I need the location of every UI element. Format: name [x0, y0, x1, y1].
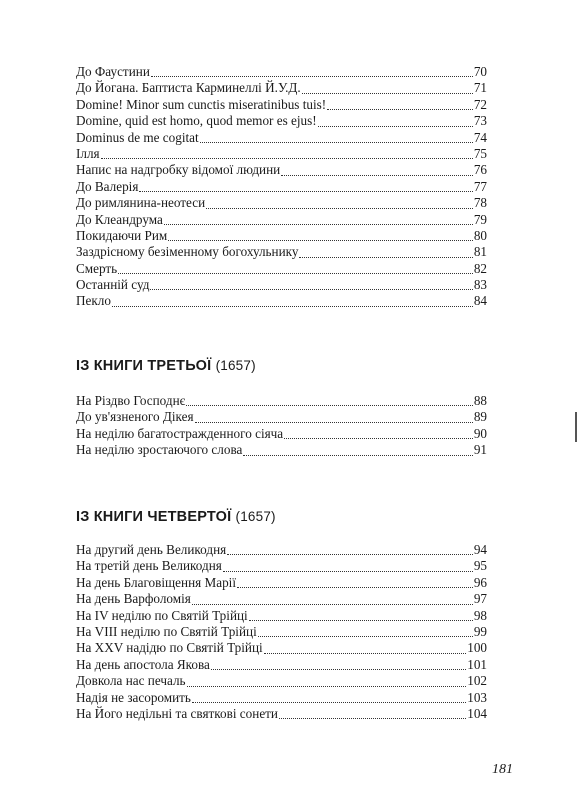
toc-entry: [76, 64, 487, 80]
toc-entry-title: На неділю багатостражденного сіяча: [76, 425, 284, 441]
dot-leader: [284, 428, 473, 439]
toc-entry-title: Ілля: [76, 145, 100, 161]
toc-entry-page: 89: [473, 409, 487, 425]
toc-entry-title: На третій день Великодня: [76, 558, 222, 574]
toc-entry-title: На IV неділю по Святій Трійці: [76, 607, 248, 623]
toc-entry: [76, 409, 487, 425]
toc-entry: [76, 244, 487, 260]
dot-leader: [318, 116, 473, 127]
toc-entry: [76, 575, 487, 591]
toc-entry-title: Пекло: [76, 293, 111, 309]
dot-leader: [195, 412, 473, 423]
dot-leader: [118, 263, 473, 274]
toc-entry-title: Смерть: [76, 260, 118, 276]
toc-entry: [76, 426, 487, 442]
toc-entry-page: 84: [473, 293, 487, 309]
dot-leader: [299, 247, 472, 258]
toc-entry: [76, 212, 487, 228]
toc-entry: [76, 228, 487, 244]
toc-entry-title: До Йогана. Баптиста Карминеллі Й.У.Д.: [76, 80, 301, 96]
toc-entry-page: 88: [473, 393, 487, 408]
dot-leader: [186, 395, 472, 406]
toc-entry-page: 99: [473, 623, 487, 639]
toc-entry-title: Напис на надгробку відомої людини: [76, 162, 281, 178]
toc-entry-page: 81: [473, 244, 487, 260]
toc-entry-title: На VIII неділю по Святій Трійці: [76, 623, 257, 639]
section-year: (1657): [235, 509, 276, 524]
toc-entry-title: Останній суд: [76, 277, 150, 293]
dot-leader: [200, 132, 473, 143]
dot-leader: [192, 594, 473, 605]
dot-leader: [206, 198, 473, 209]
dot-leader: [243, 445, 472, 456]
toc-entry: [76, 690, 487, 706]
toc-section-book-four: [76, 542, 487, 722]
toc-entry-page: 75: [473, 145, 487, 161]
dot-leader: [227, 544, 473, 555]
toc-entry-page: 96: [473, 574, 487, 590]
toc-entry-title: Довкола нас печаль: [76, 673, 186, 689]
dot-leader: [192, 692, 466, 703]
toc-entry-title: На день Варфоломія: [76, 591, 191, 607]
toc-entry: [76, 673, 487, 689]
toc-entry-title: До римлянина-неотеси: [76, 195, 206, 211]
section-title: ІЗ КНИГИ ЧЕТВЕРТОЇ: [76, 509, 232, 525]
toc-entry-title: До Валерія: [76, 178, 139, 194]
toc-section-continued: [76, 64, 487, 310]
dot-leader: [327, 99, 473, 110]
toc-entry: [76, 146, 487, 162]
toc-entry: [76, 162, 487, 178]
dot-leader: [281, 165, 473, 176]
toc-entry-title: На другий день Великодня: [76, 542, 227, 557]
toc-entry-title: На неділю зростаючого слова: [76, 442, 243, 458]
toc-entry: [76, 558, 487, 574]
toc-entry-title: До Клеандрума: [76, 211, 163, 227]
toc-entry-title: Покидаючи Рим: [76, 227, 168, 243]
toc-entry-title: На Його недільні та святкові сонети: [76, 705, 278, 721]
toc-entry-page: 83: [473, 277, 487, 293]
toc-entry-page: 104: [467, 705, 487, 721]
section-heading-book-four: [76, 509, 276, 525]
section-title: ІЗ КНИГИ ТРЕТЬОЇ: [76, 358, 212, 374]
toc-entry-title: Заздрісному безіменному богохульнику: [76, 244, 299, 260]
toc-entry-page: 100: [467, 640, 487, 656]
dot-leader: [164, 214, 473, 225]
toc-entry-page: 95: [473, 558, 487, 574]
toc-entry: [76, 293, 487, 309]
toc-entry-title: На Різдво Господнє: [76, 393, 186, 408]
dot-leader: [187, 676, 467, 687]
toc-entry: [76, 97, 487, 113]
toc-entry: [76, 130, 487, 146]
dot-leader: [211, 659, 466, 670]
toc-entry-page: 80: [473, 227, 487, 243]
toc-entry-title: До Фаустини: [76, 64, 150, 79]
dot-leader: [150, 279, 472, 290]
toc-entry-page: 76: [473, 162, 487, 178]
toc-entry-title: Dominus de me cogitat: [76, 129, 199, 145]
toc-entry: [76, 393, 487, 409]
section-heading-book-three: [76, 358, 256, 374]
toc-entry: [76, 591, 487, 607]
toc-entry-page: 72: [473, 96, 487, 112]
toc-entry: [76, 706, 487, 722]
toc-entry-title: Надія не засоромить: [76, 689, 191, 705]
toc-entry: [76, 640, 487, 656]
dot-leader: [249, 610, 473, 621]
toc-entry: [76, 542, 487, 558]
toc-entry: [76, 442, 487, 458]
section-year: (1657): [215, 358, 256, 373]
toc-entry-page: 103: [467, 689, 487, 705]
toc-entry-title: На день апостола Якова: [76, 656, 210, 672]
toc-entry: [76, 179, 487, 195]
toc-entry-page: 97: [473, 591, 487, 607]
dot-leader: [139, 181, 472, 192]
toc-entry-page: 90: [473, 425, 487, 441]
toc-entry-title: Domine! Minor sum cunctis miseratinibus tuis!: [76, 96, 327, 112]
toc-entry-page: 71: [473, 80, 487, 96]
dot-leader: [223, 561, 473, 572]
toc-entry-page: 77: [473, 178, 487, 194]
toc-entry-page: 91: [473, 442, 487, 458]
toc-entry-page: 102: [467, 673, 487, 689]
toc-entry: [76, 261, 487, 277]
dot-leader: [264, 643, 467, 654]
dot-leader: [258, 626, 473, 637]
toc-entry-page: 78: [473, 195, 487, 211]
toc-entry-page: 73: [473, 113, 487, 129]
toc-entry: [76, 113, 487, 129]
toc-entry: [76, 277, 487, 293]
toc-section-book-three: [76, 393, 487, 459]
dot-leader: [302, 83, 473, 94]
dot-leader: [112, 296, 473, 307]
toc-entry-page: 101: [467, 656, 487, 672]
toc-entry: [76, 657, 487, 673]
toc-entry-page: 82: [473, 260, 487, 276]
toc-entry-page: 79: [473, 211, 487, 227]
toc-entry: [76, 608, 487, 624]
toc-entry-title: На день Благовіщення Марії: [76, 574, 236, 590]
dot-leader: [101, 148, 473, 159]
toc-entry-title: До ув'язненого Дікея: [76, 409, 194, 425]
toc-entry-page: 70: [473, 64, 487, 79]
toc-entry-title: На XXV надідю по Святій Трійці: [76, 640, 263, 656]
toc-entry: [76, 195, 487, 211]
toc-entry-title: Domine, quid est homo, quod memor es ejus!: [76, 113, 317, 129]
dot-leader: [279, 708, 466, 719]
toc-entry: [76, 80, 487, 96]
dot-leader: [237, 577, 473, 588]
toc-entry-page: 74: [473, 129, 487, 145]
dot-leader: [151, 66, 473, 77]
page-number: 181: [492, 762, 513, 777]
toc-entry-page: 98: [473, 607, 487, 623]
dot-leader: [168, 230, 473, 241]
toc-entry-page: 94: [473, 542, 487, 557]
toc-entry: [76, 624, 487, 640]
